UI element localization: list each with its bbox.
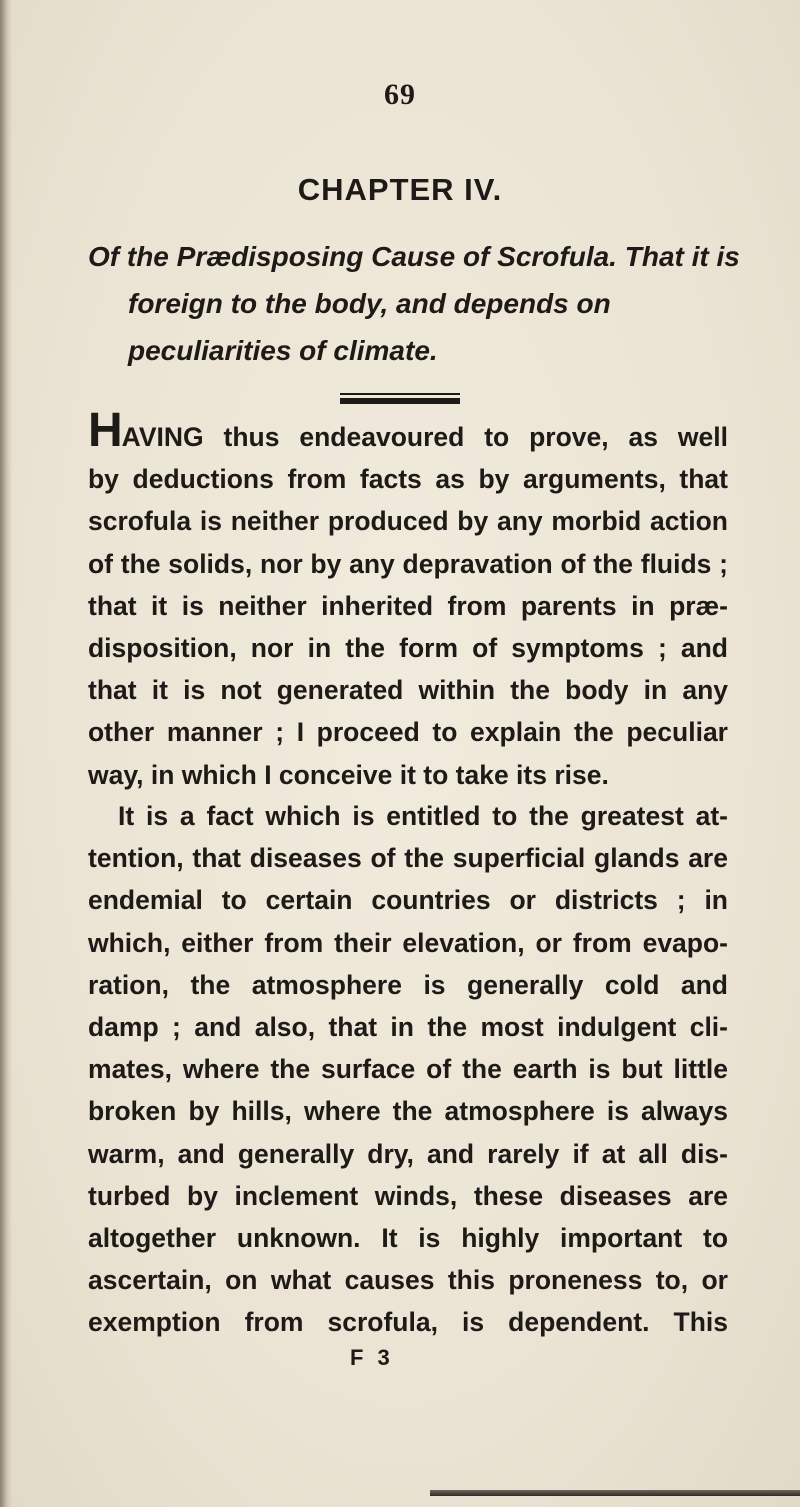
paragraph-line: broken by hills, where the atmosphere is always [88,1096,728,1127]
chapter-title: Of the Prædisposing Cause of Scrofula. That it is foreign to the body, and depends on peculiarities of climate. [88,241,740,366]
gutter-shadow [0,0,12,1507]
paragraph-line: scrofula is neither produced by any morbid action [88,506,728,537]
paragraph-line: mates, where the surface of the earth is but little [88,1054,728,1085]
paragraph-line: way, in which I conceive it to take its rise. [88,759,609,790]
chapter-heading: CHAPTER IV. [297,172,503,207]
paragraph-line: which, either from their elevation, or from evapo- [88,927,728,958]
paragraph-line: It is a fact which is entitled to the greatest at- [118,801,728,831]
page-edge-shadow [430,1490,800,1496]
paragraph-line: HAVING thus endeavoured to prove, as well [88,404,728,457]
signature-mark: F 3 [350,1345,394,1370]
drop-cap: H [88,404,122,457]
paragraph-line: that it is not generated within the body in any [88,675,728,706]
paragraph-line: that it is neither inherited from parents in præ- [88,590,728,621]
paragraph-line: other manner ; I proceed to explain the peculiar [88,717,728,748]
paragraph-line: exemption from scrofula, is dependent. This [88,1307,728,1338]
paragraph-line: ration, the atmosphere is generally cold and [88,969,728,1000]
paragraph-line: altogether unknown. It is highly important to [88,1223,728,1254]
page-number: 69 [384,78,416,111]
paragraph-line: by deductions from facts as by arguments, that [88,464,728,495]
title-divider [340,393,460,395]
paragraph-1 [88,404,728,796]
paragraph-2 [88,795,728,1344]
paragraph-line: disposition, nor in the form of symptoms ; and [88,633,728,664]
paragraph-line: ascertain, on what causes this proneness to, or [88,1265,728,1296]
paragraph-line: tention, that diseases of the superficial glands are [88,843,728,874]
paragraph-line: endemial to certain countries or districts ; in [88,885,728,916]
paragraph-line: damp ; and also, that in the most indulgent cli- [88,1012,728,1043]
paragraph-line: of the solids, nor by any depravation of the fluids ; [88,548,728,579]
paragraph-line: warm, and generally dry, and rarely if at all dis- [88,1138,728,1169]
paragraph-line: turbed by inclement winds, these diseases are [88,1180,728,1211]
